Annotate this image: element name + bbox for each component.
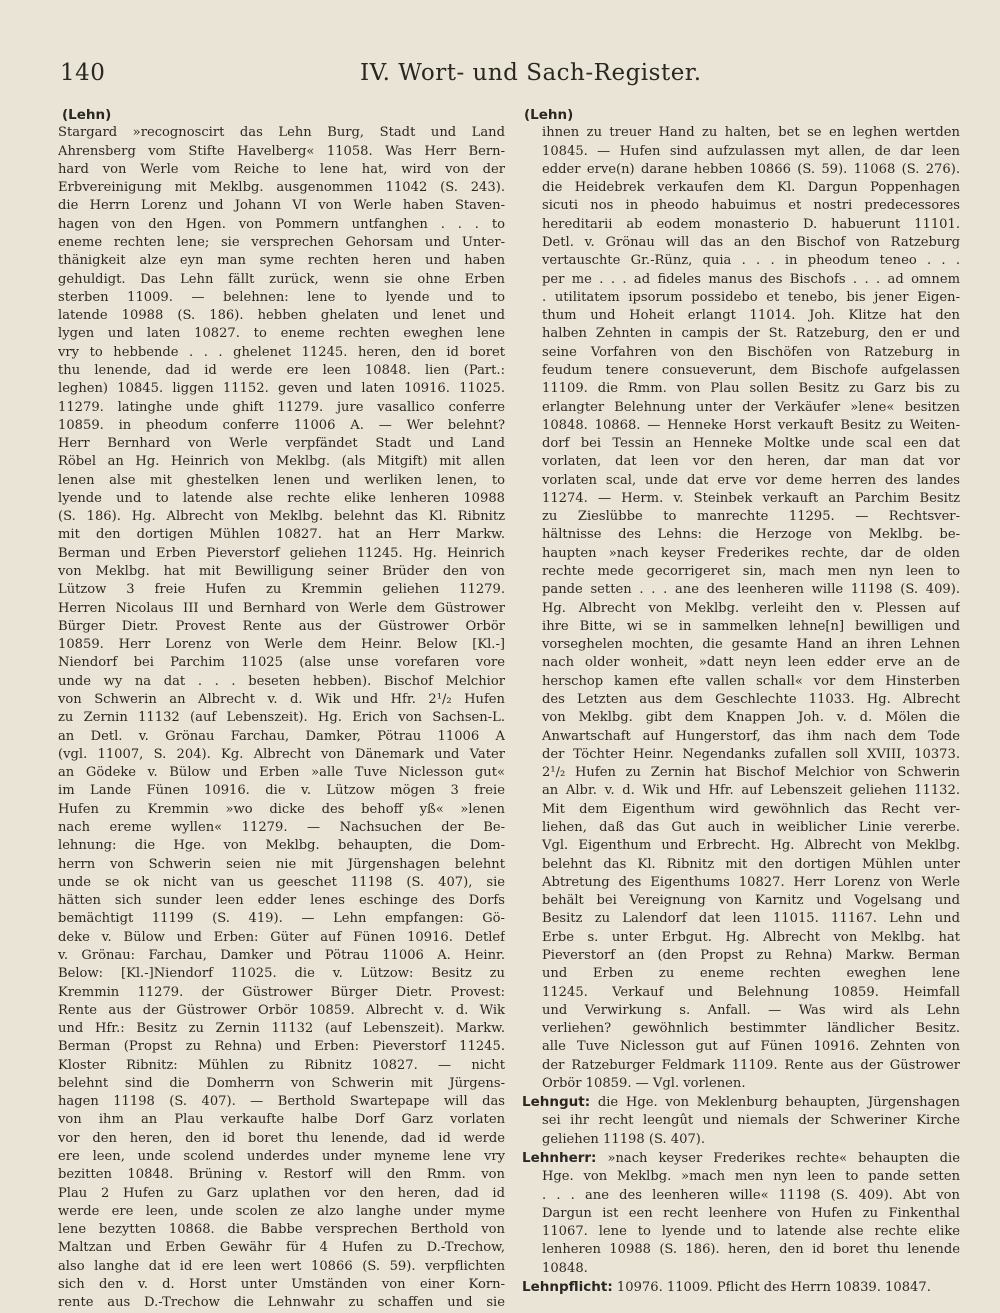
text-line: hagen von den Hgen. von Pommern untfanghen . . . to: [58, 216, 505, 232]
text-line: an Albr. v. d. Wik und Hfr. auf Lebenszeit geliehen 11132.: [542, 783, 960, 799]
text-line: halben Zehnten in campis der St. Ratzeburg, den er und: [542, 326, 960, 342]
text-line: Detl. v. Grönau will das an den Bischof von Ratzeburg: [542, 234, 960, 250]
text-line: sei ihr recht leengût und niemals der Schweriner Kirche: [542, 1113, 960, 1129]
text-line: (vgl. 11007, S. 204). Kg. Albrecht von Dänemark und Vater: [58, 746, 505, 762]
text-line: v. Grönau: Farchau, Damker und Pötrau 11006 A. Heinr.: [58, 947, 505, 963]
entry-headword: Lehnherr:: [522, 1150, 597, 1167]
text-line: eneme rechten lene; sie versprechen Gehorsam und Unter-: [58, 234, 505, 250]
index-entry: [522, 1278, 960, 1297]
entry-text: 10976. 11009. Pflicht des Herrn 10839. 10847.: [616, 1280, 931, 1295]
text-line: gehuldigt. Das Lehn fällt zurück, wenn sie ohne Erben: [58, 271, 505, 287]
text-line: rechte mede gecorrigeret sin, mach men nyn leen to: [542, 564, 960, 580]
right-column: [522, 106, 960, 1297]
text-line: Below: [Kl.-]Niendorf 11025. die v. Lützow: Besitz zu: [58, 966, 505, 982]
text-line: (S. 186). Hg. Albrecht von Meklbg. belehnt das Kl. Ribnitz: [58, 509, 505, 525]
text-line: Orbör 10859. — Vgl. vorlenen.: [542, 1075, 746, 1091]
text-line: herschop kamen efte vallen schall« vor dem Hinsterben: [542, 673, 960, 689]
index-entry: [522, 1149, 960, 1168]
text-line: Hufen zu Kremmin »wo dicke des behoff yß« »lenen: [58, 801, 505, 817]
text-line: Erbe s. unter Erbgut. Hg. Albrecht von Meklbg. hat: [542, 929, 960, 945]
text-line: Maltzan und Erben Gewähr für 4 Hufen zu D.-Trechow,: [58, 1240, 505, 1256]
text-line: unde se ok nicht van us geeschet 11198 (S. 407), sie: [58, 874, 505, 890]
text-line: bezitten 10848. Brüning v. Restorf will den Rmm. von: [58, 1167, 505, 1183]
text-line: von Schwerin an Albrecht v. d. Wik und Hfr. 2¹/₂ Hufen: [58, 692, 505, 707]
text-line: lyende und to latende alse rechte elike lenheren 10988: [58, 490, 505, 506]
text-line: hätten sich sunder leen edder lenes eschinge des Dorfs: [58, 893, 505, 909]
text-line: des Letzten aus dem Geschlechte 11033. Hg. Albrecht: [542, 692, 960, 707]
text-line: feudum tenere consueverunt, dem Bischofe aufgelassen: [542, 362, 960, 378]
entry-text: die Hge. von Meklenburg behaupten, Jürgenshagen: [597, 1095, 960, 1111]
text-line: thum und Hoheit erlangt 11014. Joh. Klitze hat den: [542, 308, 960, 324]
text-line: Ahrensberg vom Stifte Havelberg« 11058. Was Herr Bern-: [58, 143, 505, 159]
text-line: lene bezytten 10868. die Babbe versprechen Berthold von: [58, 1222, 505, 1238]
text-line: Niendorf bei Parchim 11025 (alse unse vorefaren vore: [58, 655, 505, 671]
text-line: 10848.: [542, 1260, 588, 1276]
text-line: Abtretung des Eigenthums 10827. Herr Lorenz von Werle: [542, 874, 960, 890]
text-line: 11279. latinghe unde ghift 11279. jure vasallico conferre: [58, 399, 505, 415]
text-line: . . . ane des leenheren wille« 11198 (S. 409). Abt von: [542, 1187, 960, 1203]
text-line: Rente aus der Güstrower Orbör 10859. Albrecht v. d. Wik: [58, 1002, 505, 1018]
left-column: [58, 106, 505, 1313]
text-line: erlangter Belehnung unter der Verkäufer »lene« besitzen: [542, 399, 960, 415]
index-entry: [522, 1093, 960, 1112]
text-line: und Erben zu eneme rechten eweghen lene: [542, 966, 960, 982]
text-line: sterben 11009. — belehnen: lene to lyende und to: [58, 289, 505, 305]
text-line: 11067. lene to lyende und to latende alse rechte elike: [542, 1224, 960, 1240]
text-line: belehnt sind die Domherrn von Schwerin mit Jürgens-: [58, 1075, 505, 1091]
text-line: hereditarii ab eodem monasterio D. habuerunt 11101.: [542, 216, 960, 232]
text-line: seine Vorfahren von den Bischöfen von Ratzeburg in: [542, 344, 960, 360]
text-line: thänigkeit alze eyn man syme rechten heren und haben: [58, 253, 505, 269]
text-line: sicuti nos in pheodo habuimus et nostri predecessores: [542, 198, 960, 214]
text-line: von Meklbg. hat mit Bewilligung seiner Brüder den von: [58, 564, 505, 580]
text-line: der Töchter Heinr. Negendanks zufallen soll XVIII, 10373.: [542, 746, 960, 762]
text-line: Bürger Dietr. Provest Rente aus der Güstrower Orbör: [58, 618, 505, 634]
text-line: hagen 11198 (S. 407). — Berthold Swartepape will das: [58, 1094, 505, 1110]
text-line: Hg. Albrecht von Meklbg. verleiht den v. Plessen auf: [542, 600, 960, 616]
entry-headword: Lehngut:: [522, 1094, 591, 1111]
column-label: (Lehn): [524, 107, 574, 123]
text-line: vorlaten, dat leen vor den heren, dar man dat vor: [542, 454, 960, 470]
text-line: behält bei Vereignung von Karnitz und Vogelsang und: [542, 893, 960, 909]
text-line: werde ere leen, unde scolen ze alzo langhe under myme: [58, 1203, 505, 1219]
text-line: Dargun ist een recht leenhere von Hufen zu Finkenthal: [542, 1205, 960, 1221]
text-line: Herr Bernhard von Werle verpfändet Stadt und Land: [58, 436, 505, 452]
text-line: zu Zernin 11132 (auf Lebenszeit). Hg. Erich von Sachsen-L.: [58, 710, 505, 726]
text-line: an Gödeke v. Bülow und Erben »alle Tuve Niclesson gut«: [58, 765, 505, 781]
text-line: liehen, daß das Gut auch in weiblicher Linie vererbe.: [542, 819, 960, 835]
text-line: bemächtigt 11199 (S. 419). — Lehn empfangen: Gö-: [58, 911, 505, 927]
text-line: Pieverstorf an (den Propst zu Rehna) Markw. Berman: [542, 947, 960, 963]
text-line: Kremmin 11279. der Güstrower Bürger Dietr. Provest:: [58, 984, 505, 1000]
text-line: hältnisse des Lehns: die Herzoge von Meklbg. be-: [542, 527, 960, 543]
text-line: zu Zieslübbe to manrechte 11295. — Rechtsver-: [542, 509, 960, 525]
text-line: 11245. Verkauf und Belehnung 10859. Heimfall: [542, 984, 960, 1000]
text-line: hard von Werle vom Reiche to lene hat, wird von der: [58, 161, 505, 177]
text-line: rente aus D.-Trechow die Lehnwahr zu schaffen und sie: [58, 1295, 505, 1311]
text-line: Lützow 3 freie Hufen zu Kremmin geliehen 11279.: [58, 582, 505, 598]
text-line: Hge. von Meklbg. »mach men nyn leen to pande setten: [542, 1169, 960, 1185]
text-line: vertauschte Gr.-Rünz, quia . . . in pheodum teneo . . .: [542, 253, 960, 269]
text-line: die Heidebrek verkaufen dem Kl. Dargun Poppenhagen: [542, 180, 960, 196]
text-line: und Verwirkung s. Anfall. — Was wird als Lehn: [542, 1002, 960, 1018]
text-line: lenen alse mit ghestelken lenen und werliken lenen, to: [58, 472, 505, 488]
text-line: alle Tuve Niclesson gut auf Fünen 10916. Zehnten von: [542, 1039, 960, 1055]
text-line: vorseghelen mochten, die gesamte Hand an ihren Lehnen: [542, 637, 960, 653]
text-line: 2¹/₂ Hufen zu Zernin hat Bischof Melchior von Schwerin: [542, 765, 960, 781]
text-line: nach older wonheit, »datt neyn leen edder erve an de: [542, 655, 960, 671]
text-line: pande setten . . . ane des leenheren wille 11198 (S. 409).: [542, 582, 960, 598]
text-line: mit den dortigen Mühlen 10827. hat an Herr Markw.: [58, 527, 505, 543]
text-line: dorf bei Tessin an Henneke Moltke unde scal een dat: [542, 436, 960, 452]
text-line: belehnt das Kl. Ribnitz mit den dortigen Mühlen unter: [542, 856, 960, 872]
text-line: Stargard »recognoscirt das Lehn Burg, Stadt und Land: [58, 125, 505, 141]
text-line: Berman (Propst zu Rehna) und Erben: Pieverstorf 11245.: [58, 1039, 505, 1055]
text-line: deke v. Bülow und Erben: Güter auf Fünen 10916. Detlef: [58, 929, 505, 945]
entry-text: »nach keyser Frederikes rechte« behaupten die: [607, 1151, 960, 1167]
text-line: vry to hebbende . . . ghelenet 11245. heren, den id boret: [58, 344, 505, 360]
entry-headword: Lehnpflicht:: [522, 1279, 613, 1295]
text-line: an Detl. v. Grönau Farchau, Damker, Pötrau 11006 A: [58, 728, 505, 744]
text-line: ere leen, unde scolend underdes under myneme lene vry: [58, 1149, 505, 1165]
text-line: 11274. — Herm. v. Steinbek verkauft an Parchim Besitz: [542, 490, 960, 506]
text-line: also langhe dat id ere leen wert 10866 (S. 59). verpflichten: [58, 1258, 505, 1274]
column-label: (Lehn): [62, 107, 112, 123]
text-line: 10859. Herr Lorenz von Werle dem Heinr. Below [Kl.-]: [58, 637, 505, 653]
text-line: Herren Nicolaus III und Bernhard von Werle dem Güstrower: [58, 600, 505, 616]
text-line: lygen und laten 10827. to eneme rechten eweghen lene: [58, 326, 505, 342]
page-title: IV. Wort- und Sach-Register.: [360, 60, 702, 86]
text-line: 10859. in pheodum conferre 11006 A. — Wer belehnt?: [58, 417, 505, 433]
text-line: Plau 2 Hufen zu Garz uplathen vor den heren, dad id: [58, 1185, 505, 1201]
text-line: Mit dem Eigenthum wird gewöhnlich das Recht ver-: [542, 801, 960, 817]
text-line: Röbel an Hg. Heinrich von Meklbg. (als Mitgift) mit allen: [58, 454, 505, 470]
text-line: Berman und Erben Pieverstorf geliehen 11245. Hg. Heinrich: [58, 545, 505, 561]
text-line: sich den v. d. Horst unter Umständen von einer Korn-: [58, 1277, 505, 1292]
text-line: 10845. — Hufen sind aufzulassen myt allen, de dar leen: [542, 143, 960, 159]
text-line: der Ratzeburger Feldmark 11109. Rente aus der Güstrower: [542, 1057, 960, 1073]
text-line: lehnung: die Hge. von Meklbg. behaupten, die Dom-: [58, 838, 505, 854]
page-number: 140: [60, 60, 106, 86]
text-line: im Lande Fünen 10916. die v. Lützow mögen 3 freie: [58, 783, 505, 799]
text-line: edder erve(n) darane hebben 10866 (S. 59). 11068 (S. 276).: [542, 161, 960, 177]
text-line: geliehen 11198 (S. 407).: [542, 1131, 706, 1147]
text-line: thu lenende, dad id werde ere leen 10848. lien (Part.:: [58, 362, 505, 378]
text-line: 11109. die Rmm. von Plau sollen Besitz zu Garz bis zu: [542, 381, 960, 397]
text-line: lenheren 10988 (S. 186). heren, den id boret thu lenende: [542, 1242, 960, 1258]
text-line: Vgl. Eigenthum und Erbrecht. Hg. Albrecht von Meklbg.: [542, 838, 960, 854]
text-line: und Hfr.: Besitz zu Zernin 11132 (auf Lebenszeit). Markw.: [58, 1021, 505, 1037]
text-line: herrn von Schwerin seien nie mit Jürgenshagen belehnt: [58, 856, 505, 872]
text-line: nach ereme wyllen« 11279. — Nachsuchen der Be-: [58, 819, 505, 835]
text-line: von ihm an Plau verkaufte halbe Dorf Garz vorlaten: [58, 1112, 505, 1128]
text-line: unde wy na dat . . . beseten hebben). Bischof Melchior: [58, 673, 505, 689]
text-line: von Meklbg. gibt dem Knappen Joh. v. d. Mölen die: [542, 710, 960, 726]
text-line: Anwartschaft auf Hungerstorf, das ihm nach dem Tode: [542, 728, 960, 744]
text-line: ihre Bitte, wi se in sammelken lehne[n] bewilligen und: [542, 618, 960, 634]
text-line: verliehen? gewöhnlich bestimmter ländlicher Besitz.: [542, 1021, 960, 1037]
text-line: leghen) 10845. liggen 11152. geven und laten 10916. 11025.: [58, 381, 505, 397]
text-line: Besitz zu Lalendorf dat leen 11015. 11167. Lehn und: [542, 911, 960, 927]
text-line: Kloster Ribnitz: Mühlen zu Ribnitz 10827. — nicht: [58, 1057, 505, 1073]
text-line: vor den heren, den id boret thu lenende, dad id werde: [58, 1130, 505, 1146]
text-line: 10848. 10868. — Henneke Horst verkauft Besitz zu Weiten-: [542, 417, 960, 433]
text-line: die Herrn Lorenz und Johann VI von Werle haben Staven-: [58, 198, 505, 214]
text-line: . utilitatem ipsorum possidebo et tenebo, bis jener Eigen-: [542, 289, 960, 305]
text-line: latende 10988 (S. 186). hebben ghelaten und lenet und: [58, 308, 505, 324]
text-line: vorlaten scal, unde dat erve vor deme herren des landes: [542, 472, 960, 488]
text-line: haupten »nach keyser Frederikes rechte, dar de olden: [542, 545, 960, 561]
text-line: per me . . . ad fideles manus des Bischofs . . . ad omnem: [542, 271, 960, 287]
text-line: ihnen zu treuer Hand zu halten, bet se en leghen wertden: [542, 125, 960, 141]
text-line: Erbvereinigung mit Meklbg. ausgenommen 11042 (S. 243).: [58, 180, 505, 196]
